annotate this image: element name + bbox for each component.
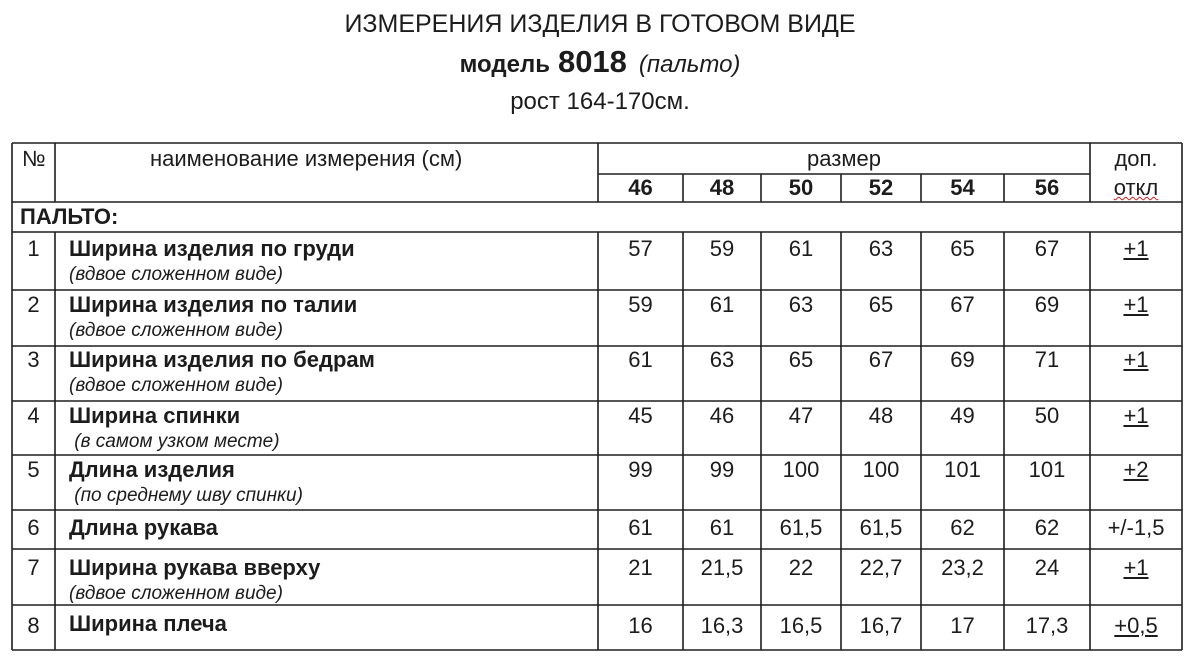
- tolerance-cell: +1: [1123, 555, 1149, 580]
- value-cell: 65: [788, 347, 814, 372]
- value-cell: 16: [628, 613, 653, 638]
- size-header-52: 52: [868, 175, 894, 200]
- value-cell: 71: [1034, 347, 1060, 372]
- measurement-name: Ширина изделия по бедрам: [69, 347, 375, 372]
- row-number: 8: [27, 613, 40, 638]
- tolerance-cell: +/-1,5: [1107, 515, 1165, 540]
- value-cell: 61,5: [859, 515, 903, 540]
- value-cell: 100: [782, 457, 820, 482]
- row-number: 1: [27, 236, 40, 261]
- value-cell: 47: [788, 403, 814, 428]
- value-cell: 22: [788, 555, 814, 580]
- tolerance-cell: +0,5: [1114, 613, 1158, 638]
- tolerance-cell: +2: [1123, 457, 1149, 482]
- size-header-46: 46: [628, 175, 653, 200]
- value-cell: 45: [628, 403, 653, 428]
- size-header-50: 50: [788, 175, 814, 200]
- column-header-tolerance-line2: [1090, 175, 1182, 201]
- value-cell: 101: [1028, 457, 1066, 482]
- row-number: 4: [27, 403, 40, 428]
- section-title: ПАЛЬТО:: [20, 204, 119, 229]
- value-cell: 61: [628, 515, 653, 540]
- size-header-56: 56: [1034, 175, 1060, 200]
- value-cell: 46: [709, 403, 735, 428]
- column-header-size: размер: [807, 146, 881, 171]
- measurement-name: Ширина изделия по талии: [69, 292, 358, 317]
- value-cell: 17: [950, 613, 975, 638]
- value-cell: 61: [788, 236, 814, 261]
- measurement-note: (в самом узком месте): [69, 431, 280, 452]
- value-cell: 61: [628, 347, 653, 372]
- column-header-number: №: [22, 146, 46, 171]
- value-cell: 67: [1034, 236, 1060, 261]
- value-cell: 67: [950, 292, 975, 317]
- column-header-tolerance-line1: доп.: [1114, 146, 1158, 171]
- value-cell: 24: [1034, 555, 1060, 580]
- value-cell: 50: [1034, 403, 1060, 428]
- value-cell: 61,5: [779, 515, 823, 540]
- value-cell: 69: [950, 347, 975, 372]
- value-cell: 17,3: [1025, 613, 1069, 638]
- value-cell: 61: [709, 292, 735, 317]
- row-number: 2: [27, 292, 40, 317]
- value-cell: 21,5: [700, 555, 744, 580]
- value-cell: 69: [1034, 292, 1060, 317]
- size-header-48: 48: [709, 175, 735, 200]
- value-cell: 65: [868, 292, 894, 317]
- row-number: 3: [27, 347, 40, 372]
- model-type: (пальто): [638, 51, 741, 78]
- value-cell: 48: [868, 403, 894, 428]
- measurement-note: (вдвое сложенном виде): [69, 375, 283, 396]
- value-cell: 101: [944, 457, 981, 482]
- measurement-name: Длина рукава: [69, 515, 218, 540]
- size-header-54: 54: [950, 175, 975, 200]
- value-cell: 16,7: [859, 613, 903, 638]
- value-cell: 100: [862, 457, 900, 482]
- value-cell: 59: [628, 292, 653, 317]
- model-label: модель: [459, 51, 550, 78]
- value-cell: 59: [709, 236, 735, 261]
- tolerance-cell: +1: [1123, 236, 1149, 261]
- tolerance-cell: +1: [1123, 292, 1149, 317]
- row-number: 7: [27, 555, 40, 580]
- value-cell: 61: [709, 515, 735, 540]
- value-cell: 62: [1034, 515, 1060, 540]
- value-cell: 62: [950, 515, 975, 540]
- column-header-measurement-name: наименование измерения (см): [150, 146, 463, 171]
- row-number: 5: [27, 457, 40, 482]
- document-title: ИЗМЕРЕНИЯ ИЗДЕЛИЯ В ГОТОВОМ ВИДЕ: [344, 10, 856, 38]
- value-cell: 57: [628, 236, 653, 261]
- measurement-name: Ширина плеча: [69, 611, 227, 636]
- value-cell: 16,3: [700, 613, 744, 638]
- value-cell: 67: [868, 347, 894, 372]
- value-cell: 99: [709, 457, 735, 482]
- value-cell: 63: [868, 236, 894, 261]
- measurement-name: Ширина спинки: [69, 403, 241, 428]
- measurement-note: (вдвое сложенном виде): [69, 320, 283, 341]
- height-range: рост 164-170см.: [510, 88, 690, 115]
- tolerance-cell: +1: [1123, 403, 1149, 428]
- measurement-note: (вдвое сложенном виде): [69, 583, 283, 604]
- tolerance-abbr: откл: [1113, 175, 1159, 200]
- value-cell: 65: [950, 236, 975, 261]
- measurement-note: (по среднему шву спинки): [69, 485, 303, 506]
- measurement-name: Длина изделия: [69, 457, 235, 482]
- value-cell: 99: [628, 457, 653, 482]
- value-cell: 21: [628, 555, 653, 580]
- value-cell: 22,7: [859, 555, 903, 580]
- measurement-name: Ширина изделия по груди: [69, 236, 355, 261]
- value-cell: 49: [950, 403, 975, 428]
- value-cell: 63: [788, 292, 814, 317]
- value-cell: 63: [709, 347, 735, 372]
- row-number: 6: [27, 515, 40, 540]
- model-number: 8018: [557, 44, 627, 79]
- measurement-name: Ширина рукава вверху: [69, 555, 321, 580]
- value-cell: 16,5: [779, 613, 823, 638]
- tolerance-cell: +1: [1123, 347, 1149, 372]
- value-cell: 23,2: [941, 555, 984, 580]
- measurement-note: (вдвое сложенном виде): [69, 264, 283, 285]
